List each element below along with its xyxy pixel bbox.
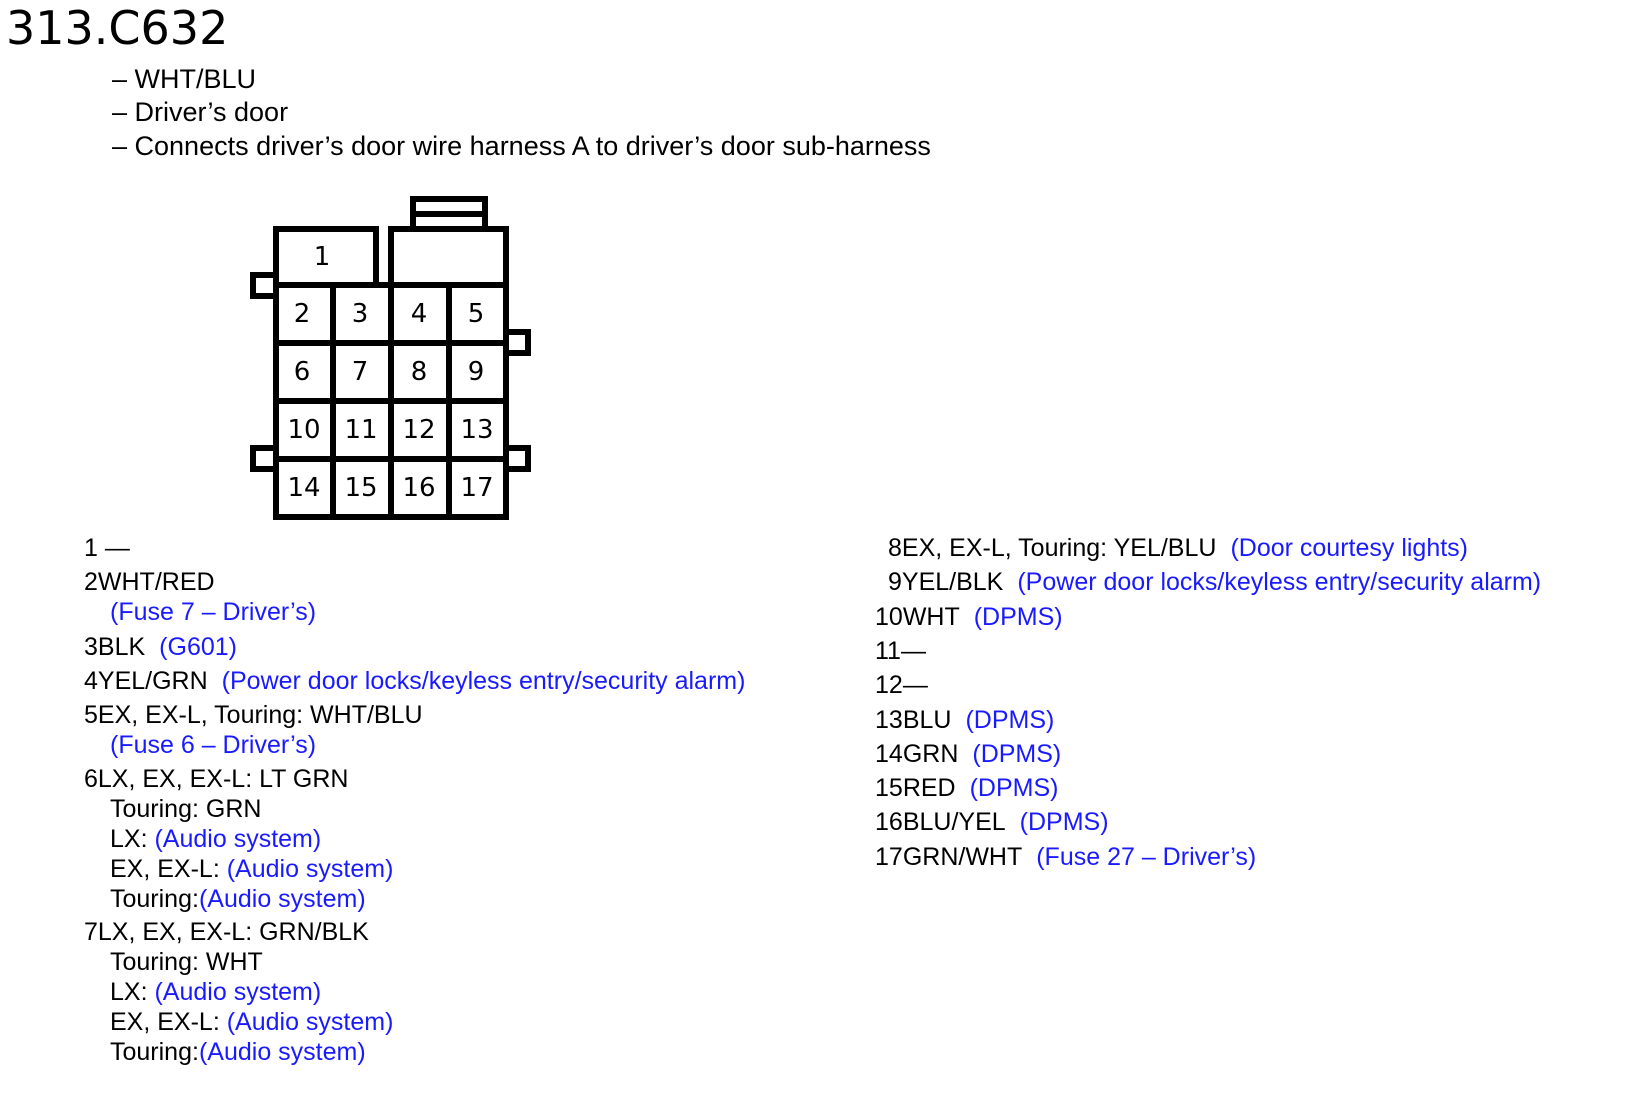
side-tab	[506, 332, 528, 353]
pin-15-row	[875, 773, 1059, 803]
connector-color-line: – WHT/BLU	[112, 64, 257, 94]
pin-4-circuit-link[interactable]: (Power door locks/keyless entry/security alarm)	[221, 667, 746, 695]
pin-6-touring-wire: Touring: GRN	[110, 795, 262, 823]
pin-10-circuit-link[interactable]: (DPMS)	[973, 603, 1063, 631]
pin-15-circuit-link[interactable]: (DPMS)	[969, 774, 1059, 802]
pin-14-circuit-link[interactable]: (DPMS)	[972, 740, 1062, 768]
pin-number: 5	[84, 701, 98, 729]
cavity-number: 17	[460, 473, 494, 503]
pin-8-circuit-link[interactable]: (Door courtesy lights)	[1230, 534, 1469, 562]
pin-number: 6	[84, 765, 98, 793]
pin-6-row	[84, 764, 348, 794]
pin-2-row	[84, 567, 215, 597]
pin-number: 8	[888, 534, 902, 562]
pin-wire: BLU	[902, 706, 952, 734]
cavity-number: 16	[402, 473, 436, 503]
pin-11-row	[875, 636, 926, 666]
pin-12-row	[875, 670, 928, 700]
pin-2-circuit-link[interactable]: (Fuse 7 – Driver’s)	[110, 598, 317, 626]
pin-16-row	[875, 807, 1109, 837]
pin-6-ex-row	[110, 854, 393, 884]
pin-13-circuit-link[interactable]: (DPMS)	[965, 706, 1055, 734]
cavity-number: 2	[293, 299, 311, 329]
pin-number: 11	[875, 637, 901, 665]
pin-number: 3	[84, 633, 98, 661]
pin-1-row	[84, 533, 130, 563]
pin-17-circuit-link[interactable]: (Fuse 27 – Driver’s)	[1036, 843, 1257, 871]
pin-number: 10	[875, 603, 903, 631]
pin-9-circuit-link[interactable]: (Power door locks/keyless entry/security alarm)	[1017, 568, 1542, 596]
pin-7-ex-circuit-link[interactable]: (Audio system)	[226, 1008, 394, 1036]
trim-label: Touring:	[110, 885, 199, 913]
pin-6-ex-circuit-link[interactable]: (Audio system)	[226, 855, 394, 883]
pin-7-touring-row	[110, 1037, 366, 1067]
pin-3-circuit-link[interactable]: (G601)	[159, 633, 237, 661]
pin-wire: BLU/YEL	[902, 808, 1006, 836]
pin-wire: —	[900, 637, 926, 665]
pin-5-row	[84, 700, 423, 730]
pin-wire: EX, EX-L, Touring: YEL/BLU	[901, 534, 1217, 562]
pin-wire: EX, EX-L, Touring: WHT/BLU	[97, 701, 423, 729]
side-tab	[506, 448, 528, 469]
pin-wire: LX, EX, EX-L: GRN/BLK	[97, 918, 369, 946]
cavity-number: 14	[287, 473, 321, 503]
cavity-number: 6	[293, 357, 311, 387]
pin-number: 2	[84, 568, 98, 596]
connector-description-line: – Connects driver’s door wire harness A to driver’s door sub-harness	[112, 131, 931, 161]
pin-number: 14	[875, 740, 903, 768]
pin-13-row	[875, 705, 1054, 735]
pin-7-touring-wire: Touring: WHT	[110, 948, 263, 976]
pin-7-ex-row	[110, 1007, 393, 1037]
cavity-blank	[391, 229, 506, 285]
pin-4-row	[84, 666, 745, 696]
pin-number: 17	[875, 843, 903, 871]
pin-wire: BLK	[97, 633, 146, 661]
pin-10-row	[875, 602, 1063, 632]
trim-label: EX, EX-L:	[110, 855, 220, 883]
trim-label: LX:	[110, 978, 148, 1006]
cavity-number: 8	[410, 357, 428, 387]
cavity-number: 4	[410, 299, 428, 329]
pin-7-lx-row	[110, 977, 321, 1007]
pin-17-row	[875, 842, 1256, 872]
trim-label: EX, EX-L:	[110, 1008, 220, 1036]
cavity-number: 12	[402, 415, 436, 445]
pin-number: 7	[84, 918, 98, 946]
cavity-number: 1	[313, 242, 331, 272]
connector-title: 313.C632	[6, 1, 229, 55]
pin-wire: YEL/BLK	[901, 568, 1004, 596]
pin-6-lx-row	[110, 824, 321, 854]
pin-7-lx-circuit-link[interactable]: (Audio system)	[154, 978, 322, 1006]
pin-14-row	[875, 739, 1061, 769]
cavity-number: 5	[467, 299, 485, 329]
trim-label: LX:	[110, 825, 148, 853]
pin-7-touring-circuit-link[interactable]: (Audio system)	[198, 1038, 366, 1066]
pin-5-circuit-link[interactable]: (Fuse 6 – Driver’s)	[110, 731, 317, 759]
pin-number: 16	[875, 808, 903, 836]
pin-16-circuit-link[interactable]: (DPMS)	[1019, 808, 1109, 836]
side-tab	[253, 275, 276, 296]
pin-number: 12	[875, 671, 903, 699]
pin-wire: YEL/GRN	[97, 667, 208, 695]
connector-face-diagram	[0, 0, 1629, 540]
cavity-number: 11	[344, 415, 378, 445]
pin-6-touring-row	[110, 884, 366, 914]
trim-label: Touring:	[110, 1038, 199, 1066]
pin-wire: —	[97, 534, 130, 562]
cavity-number: 3	[351, 299, 369, 329]
connector-location-line: – Driver’s door	[112, 97, 289, 127]
cavity-number: 10	[287, 415, 321, 445]
pin-number: 13	[875, 706, 903, 734]
side-tab	[253, 448, 276, 469]
pin-7-row	[84, 917, 369, 947]
pin-wire: RED	[902, 774, 956, 802]
cavity-number: 13	[460, 415, 494, 445]
pin-wire: —	[902, 671, 928, 699]
pin-8-row	[888, 533, 1468, 563]
cavity-number: 7	[351, 357, 369, 387]
pin-number: 4	[84, 667, 98, 695]
cavity-number: 15	[344, 473, 378, 503]
pin-number: 15	[875, 774, 903, 802]
pin-6-touring-circuit-link[interactable]: (Audio system)	[198, 885, 366, 913]
pin-9-row	[888, 567, 1541, 597]
pin-wire: WHT	[902, 603, 960, 631]
pin-number: 1	[84, 534, 98, 562]
pin-3-row	[84, 632, 237, 662]
pin-wire: LX, EX, EX-L: LT GRN	[97, 765, 349, 793]
pin-wire: WHT/RED	[97, 568, 215, 596]
pin-wire: GRN	[902, 740, 959, 768]
pin-number: 9	[888, 568, 902, 596]
cavity-number: 9	[467, 357, 485, 387]
pin-wire: GRN/WHT	[902, 843, 1023, 871]
pin-6-lx-circuit-link[interactable]: (Audio system)	[154, 825, 322, 853]
